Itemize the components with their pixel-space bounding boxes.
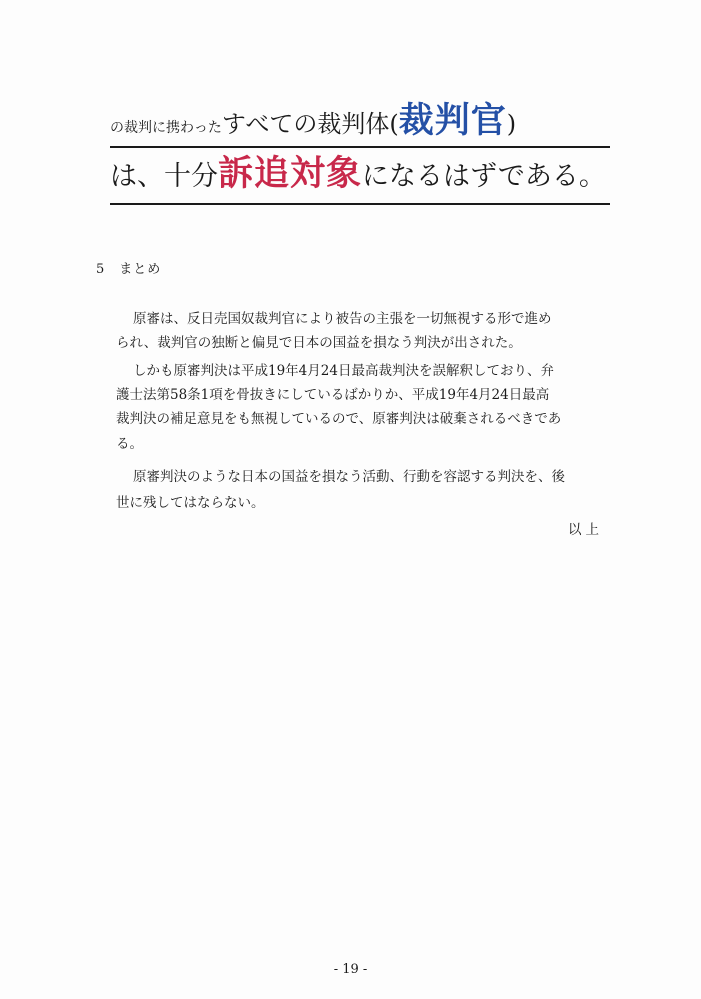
headline-suffix: になるはずである。 (362, 161, 606, 192)
closing-remark: 以上 (568, 522, 603, 538)
body-line: しかも原審判決は平成19年4月24日最高裁判決を誤解釈しており、弁 (133, 363, 554, 379)
body-line: 原審判決のような日本の国益を損なう活動、行動を容認する判決を、後 (133, 469, 565, 485)
page-number: - 19 - (333, 962, 368, 977)
headline-paren-close: ) (506, 110, 517, 138)
headline-emphasis-red: 訴追対象 (218, 154, 363, 194)
body-line: 原審は、反日売国奴裁判官により被告の主張を一切無視する形で進め (133, 311, 552, 327)
headline-line-2 (110, 154, 610, 205)
body-line: 世に残してはならない。 (116, 495, 265, 511)
body-line: 裁判決の補足意見をも無視しているので、原審判決は破棄されるべきであ (116, 411, 562, 427)
headline-paren-open: ( (389, 110, 399, 138)
section-number: 5 (96, 262, 106, 277)
body-line: られ、裁判官の独断と偏見で日本の国益を損なう判決が出された。 (116, 335, 522, 351)
section-title: まとめ (119, 262, 162, 277)
headline-emphasis-blue: 裁判官 (398, 101, 507, 141)
body-line: る。 (116, 436, 143, 452)
headline-small-text: の裁判に携わった (110, 120, 222, 136)
headline-text: すべての裁判体 (221, 110, 390, 138)
headline-prefix: は、十分 (110, 161, 218, 192)
section-heading (96, 258, 161, 277)
headline-line-1 (110, 101, 610, 148)
body-line: 護士法第58条1項を骨抜きにしているばかりか、平成19年4月24日最高 (116, 387, 550, 403)
